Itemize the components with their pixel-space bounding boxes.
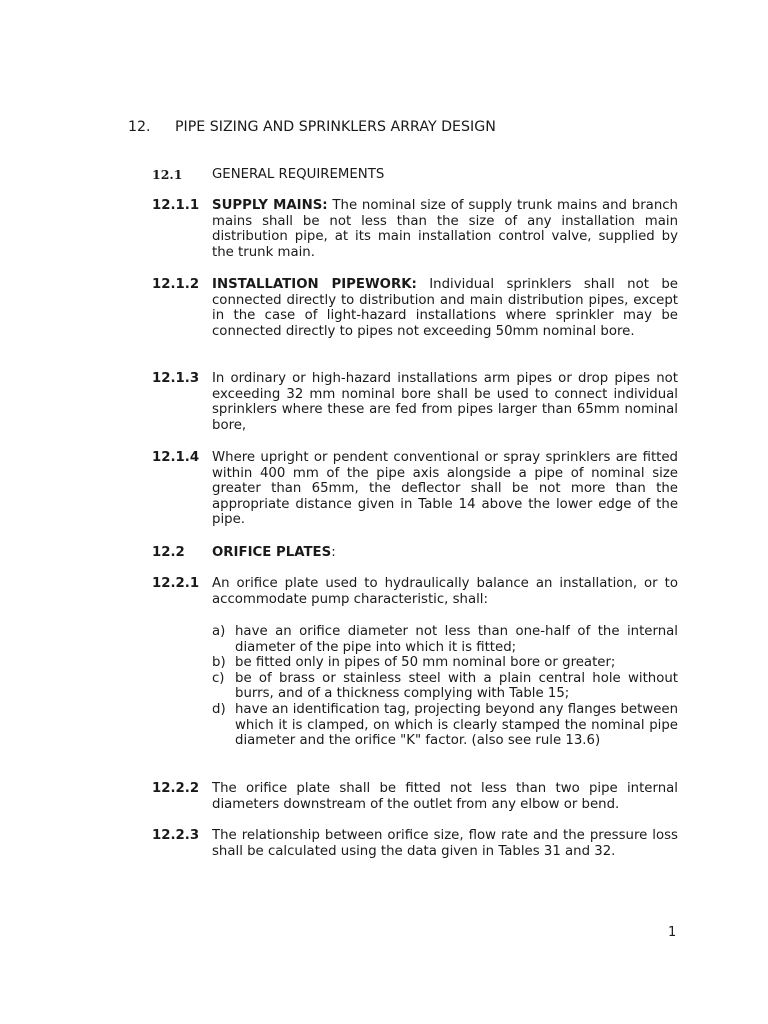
paragraph-number: 12.1.1 <box>152 198 200 213</box>
section-title-12-1: GENERAL REQUIREMENTS <box>212 167 385 182</box>
paragraph-body: In ordinary or high-hazard installations arm pipes or drop pipes not exceeding 32 mm nominal bore shall be used to connect individual sprinklers where these are fed from pipes larger than 65mm nominal bore, <box>212 371 678 433</box>
paragraph-text <box>212 198 678 260</box>
paragraph-number: 12.2.2 <box>152 781 200 796</box>
paragraph-number: 12.1.2 <box>152 277 200 292</box>
list-item-text: be fitted only in pipes of 50 mm nominal bore or greater; <box>235 655 616 671</box>
list-marker: d) <box>212 701 226 717</box>
paragraph-body: Individual sprinklers shall not be connected directly to distribution and main distribution pipes, except in the case of light-hazard installations where sprinkler may be connected directly to pipes not exceeding 50mm nominal bore. <box>212 277 678 339</box>
paragraph-body: The relationship between orifice size, flow rate and the pressure loss shall be calculated using the data given in Tables 31 and 32. <box>212 828 678 859</box>
list-item <box>212 702 678 749</box>
paragraph-12-2-1 <box>152 576 678 607</box>
section-number-12-1: 12.1 <box>152 167 183 182</box>
section-title-colon: : <box>331 545 336 560</box>
list-item <box>212 624 678 655</box>
paragraph-12-1-3 <box>152 371 678 433</box>
paragraph-body: The nominal size of supply trunk mains and branch mains shall be not less than the size of any installation main distribution pipe, at its main installation control valve, supplied by the trunk main. <box>212 198 678 260</box>
page-number: 1 <box>668 925 677 940</box>
paragraph-number: 12.2.1 <box>152 576 200 591</box>
paragraph-lead: INSTALLATION PIPEWORK: <box>212 277 417 292</box>
paragraph-12-1-4 <box>152 450 678 528</box>
chapter-title: PIPE SIZING AND SPRINKLERS ARRAY DESIGN <box>175 119 496 135</box>
paragraph-12-1-1 <box>152 198 678 260</box>
paragraph-body: Where upright or pendent conventional or spray sprinklers are fitted within 400 mm of the pipe axis alongside a pipe of nominal size greater than 65mm, the deflector shall be not more than the appropriate distance given in Table 14 above the lower edge of the pipe. <box>212 450 678 528</box>
section-title-text: ORIFICE PLATES <box>212 545 332 560</box>
paragraph-body: The orifice plate shall be fitted not less than two pipe internal diameters downstream of the outlet from any elbow or bend. <box>212 781 678 812</box>
section-number-12-2: 12.2 <box>152 545 185 560</box>
list-item <box>212 655 678 671</box>
paragraph-12-1-2 <box>152 277 678 339</box>
list-item <box>212 671 678 702</box>
chapter-number: 12. <box>128 119 151 135</box>
list-marker: c) <box>212 670 225 686</box>
paragraph-12-2-2 <box>152 781 678 812</box>
requirements-list <box>212 624 678 749</box>
paragraph-lead: SUPPLY MAINS: <box>212 198 328 213</box>
list-item-text: be of brass or stainless steel with a plain central hole without burrs, and of a thickness complying with Table 15; <box>235 670 678 702</box>
list-item-text: have an identification tag, projecting beyond any flanges between which it is clamped, on which is clearly stamped the nominal pipe diameter and the orifice "K" factor. (also see rule 13.6) <box>235 701 678 749</box>
list-marker: b) <box>212 655 226 671</box>
paragraph-number: 12.2.3 <box>152 828 200 843</box>
list-marker: a) <box>212 624 226 639</box>
paragraph-text <box>212 277 678 339</box>
paragraph-number: 12.1.4 <box>152 450 200 465</box>
section-title-12-2 <box>212 545 336 561</box>
paragraph-body: An orifice plate used to hydraulically balance an installation, or to accommodate pump characteristic, shall: <box>212 576 678 607</box>
paragraph-12-2-3 <box>152 828 678 859</box>
list-item-text: have an orifice diameter not less than one-half of the internal diameter of the pipe into which it is fitted; <box>235 624 678 655</box>
paragraph-number: 12.1.3 <box>152 371 200 386</box>
